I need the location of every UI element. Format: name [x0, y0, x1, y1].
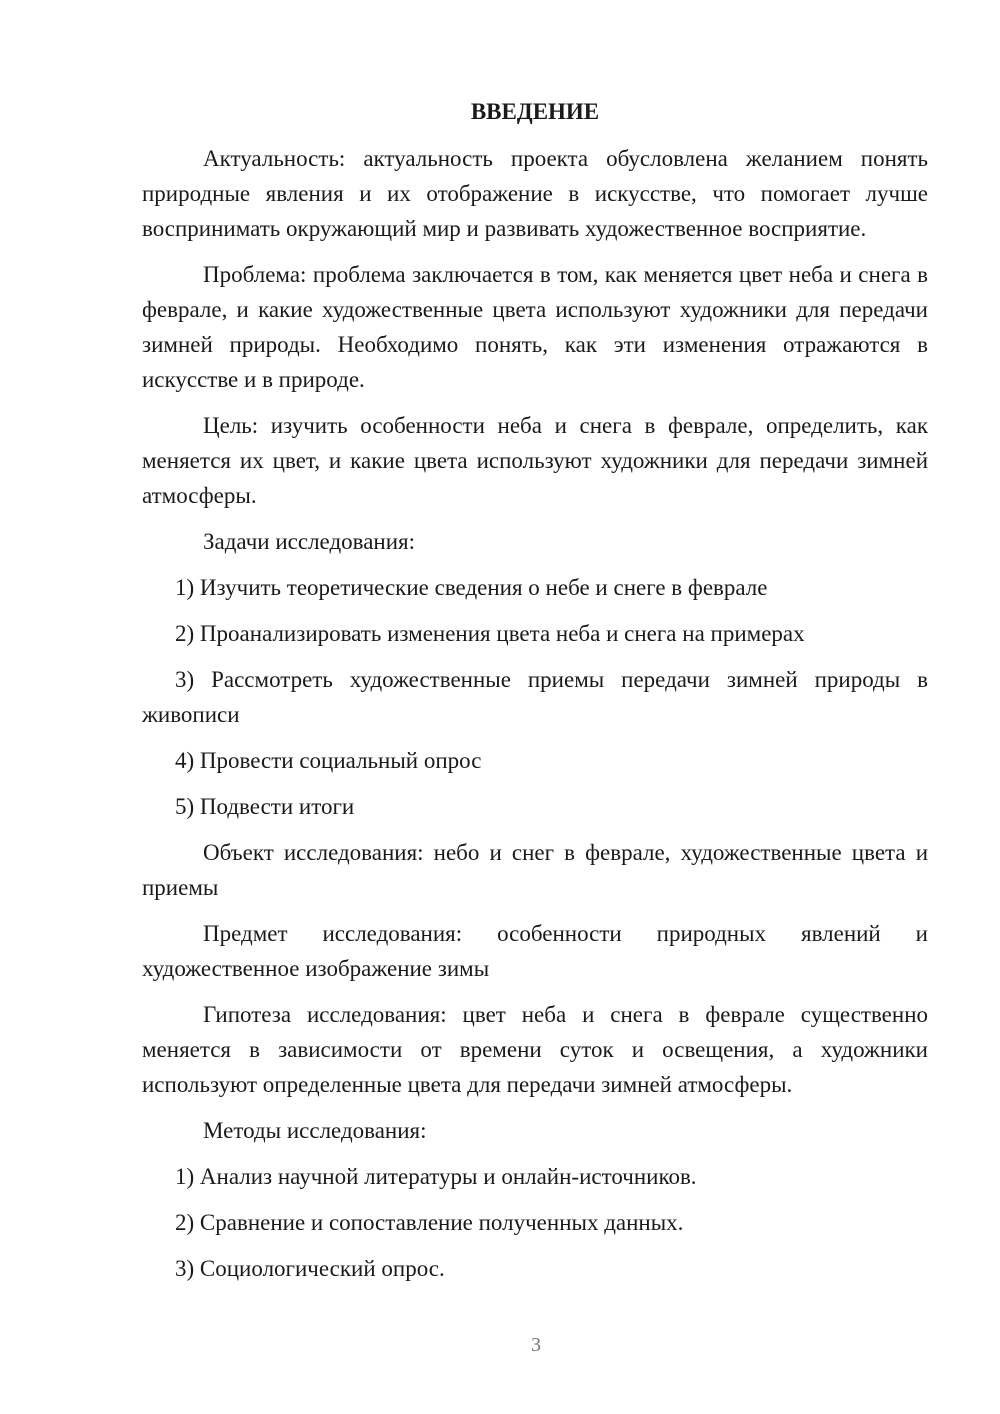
method-item-1: 1) Анализ научной литературы и онлайн-источников.	[175, 1164, 697, 1189]
task-item-3: 3) Рассмотреть художественные приемы передачи зимней природы в живописи	[142, 667, 928, 727]
task-item-4: 4) Провести социальный опрос	[175, 748, 482, 773]
method-item-2: 2) Сравнение и сопоставление полученных данных.	[175, 1210, 684, 1235]
relevance-paragraph: Актуальность: актуальность проекта обусловлена желанием понять природные явления и их отображение в искусстве, что помогает лучше воспринимать окружающий мир и развивать художественное восприятие.	[142, 146, 928, 241]
page-number: 3	[531, 1334, 541, 1356]
task-item-2: 2) Проанализировать изменения цвета неба и снега на примерах	[175, 621, 805, 646]
task-item-5: 5) Подвести итоги	[175, 794, 355, 819]
page-title: ВВЕДЕНИЕ	[470, 99, 600, 124]
methods-heading: Методы исследования:	[203, 1118, 427, 1143]
object-paragraph: Объект исследования: небо и снег в феврале, художественные цвета и приемы	[142, 840, 928, 900]
subject-paragraph: Предмет исследования: особенности природных явлений и художественное изображение зимы	[142, 921, 928, 981]
method-item-3: 3) Социологический опрос.	[175, 1256, 445, 1281]
goal-paragraph: Цель: изучить особенности неба и снега в феврале, определить, как меняется их цвет, и какие цвета используют художники для передачи зимней атмосферы.	[142, 413, 928, 508]
problem-paragraph: Проблема: проблема заключается в том, как меняется цвет неба и снега в феврале, и какие художественные цвета используют художники для передачи зимней природы. Необходимо понять, как эти изменения отражаются в искусстве и в природе.	[142, 262, 928, 392]
page-content	[142, 94, 928, 1297]
hypothesis-paragraph: Гипотеза исследования: цвет неба и снега в феврале существенно меняется в зависимости от времени суток и освещения, а художники используют определенные цвета для передачи зимней атмосферы.	[142, 1002, 928, 1097]
task-item-1: 1) Изучить теоретические сведения о небе и снеге в феврале	[175, 575, 768, 600]
tasks-heading: Задачи исследования:	[203, 529, 416, 554]
